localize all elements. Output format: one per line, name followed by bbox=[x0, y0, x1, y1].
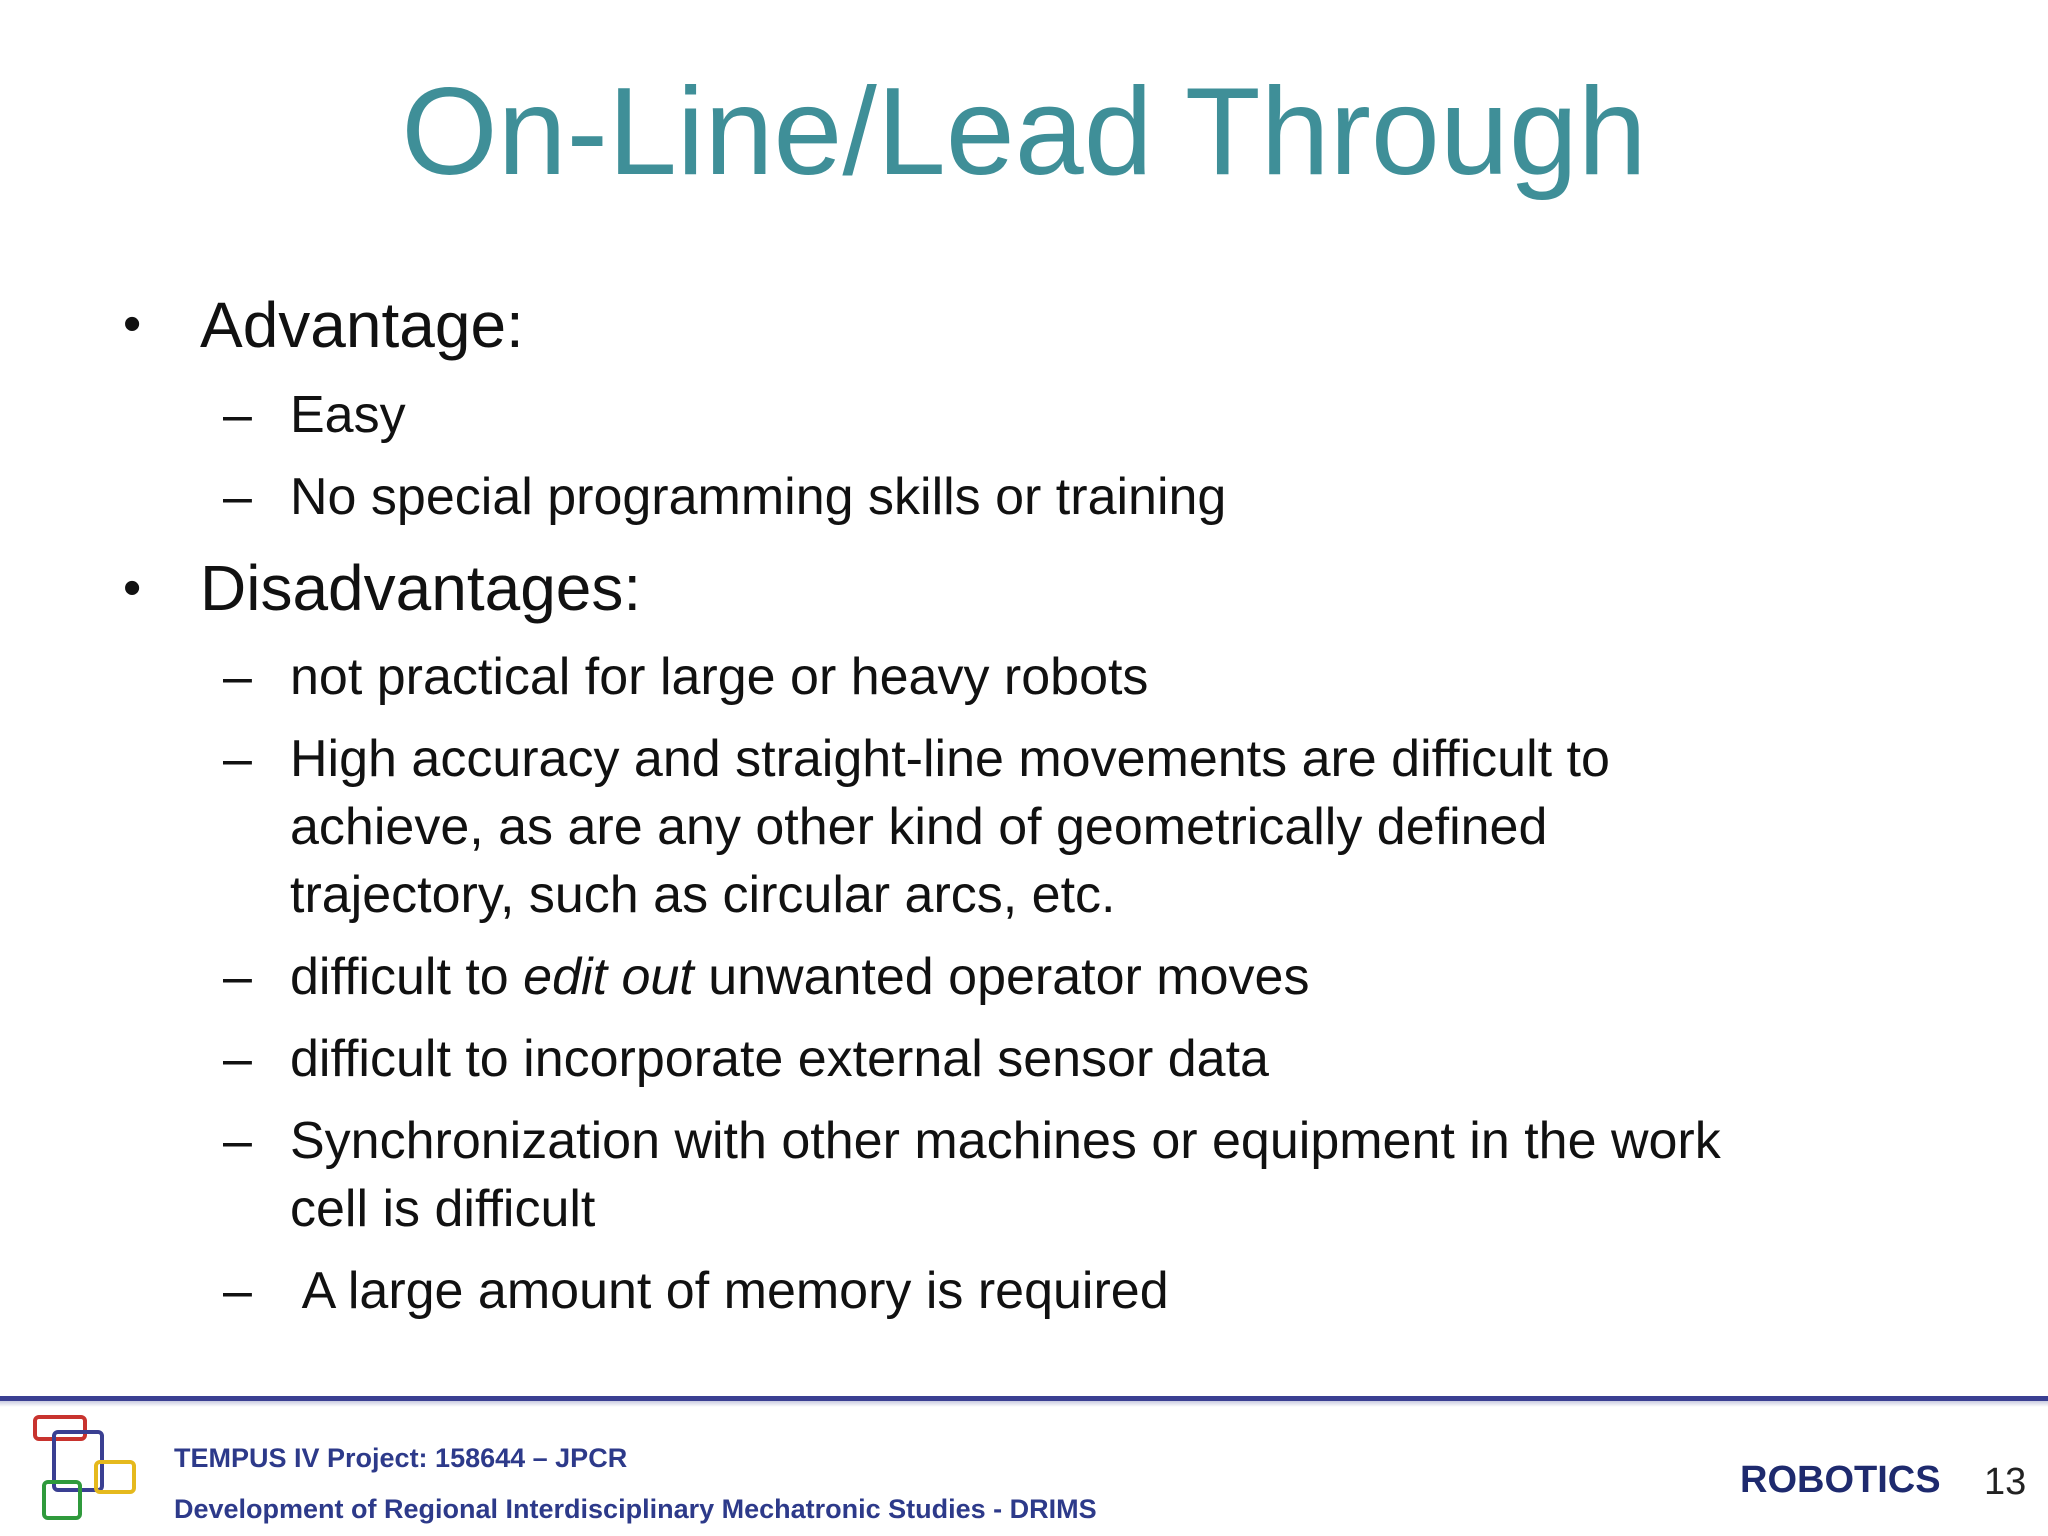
sub-bullet-dash: – bbox=[223, 468, 252, 526]
bullet-marker: • bbox=[123, 295, 142, 353]
slide-title: On-Line/Lead Through bbox=[401, 63, 1647, 201]
footer-program-name: Development of Regional Interdisciplinary Mechatronic Studies - DRIMS bbox=[174, 1494, 1097, 1524]
bullet-disadvantages-heading: Disadvantages: bbox=[200, 552, 642, 624]
disadvantage-item-memory: A large amount of memory is required bbox=[290, 1262, 1169, 1320]
bullet-marker: • bbox=[123, 559, 142, 617]
sub-bullet-dash: – bbox=[223, 948, 252, 1006]
edit-out-text-after: unwanted operator moves bbox=[693, 948, 1310, 1006]
disadvantage-item-synchronization-line-2: cell is difficult bbox=[290, 1180, 596, 1238]
sub-bullet-dash: – bbox=[223, 1030, 252, 1088]
footer-divider-shadow bbox=[0, 1401, 2048, 1407]
disadvantage-item-not-practical: not practical for large or heavy robots bbox=[290, 648, 1149, 706]
disadvantage-item-synchronization bbox=[290, 1107, 1910, 1243]
footer-project-id: TEMPUS IV Project: 158644 – JPCR bbox=[174, 1443, 628, 1473]
sub-bullet-dash: – bbox=[223, 1262, 252, 1320]
sub-bullet-dash: – bbox=[223, 386, 252, 444]
sub-bullet-dash: – bbox=[223, 730, 252, 788]
disadvantage-item-synchronization-line-1: Synchronization with other machines or equipment in the work bbox=[290, 1112, 1721, 1170]
edit-out-emphasis: edit out bbox=[523, 948, 694, 1006]
disadvantage-item-accuracy-line-1: High accuracy and straight-line movements are difficult to bbox=[290, 730, 1610, 788]
advantage-item-easy: Easy bbox=[290, 386, 406, 444]
interlocking-squares-logo-icon bbox=[32, 1414, 142, 1524]
disadvantage-item-accuracy bbox=[290, 725, 1910, 929]
page-number: 13 bbox=[1984, 1461, 2027, 1503]
bullet-advantage-heading: Advantage: bbox=[200, 289, 524, 361]
disadvantage-item-accuracy-line-2: achieve, as are any other kind of geometrically defined bbox=[290, 798, 1548, 856]
edit-out-text-before: difficult to bbox=[290, 948, 524, 1006]
disadvantage-item-edit-out bbox=[290, 943, 1910, 1011]
disadvantage-item-accuracy-line-3: trajectory, such as circular arcs, etc. bbox=[290, 866, 1116, 924]
advantage-item-no-skills: No special programming skills or training bbox=[290, 468, 1227, 526]
sub-bullet-dash: – bbox=[223, 648, 252, 706]
disadvantage-item-sensor-data: difficult to incorporate external sensor data bbox=[290, 1030, 1269, 1088]
sub-bullet-dash: – bbox=[223, 1112, 252, 1170]
footer-course-name: ROBOTICS bbox=[1740, 1459, 1941, 1501]
